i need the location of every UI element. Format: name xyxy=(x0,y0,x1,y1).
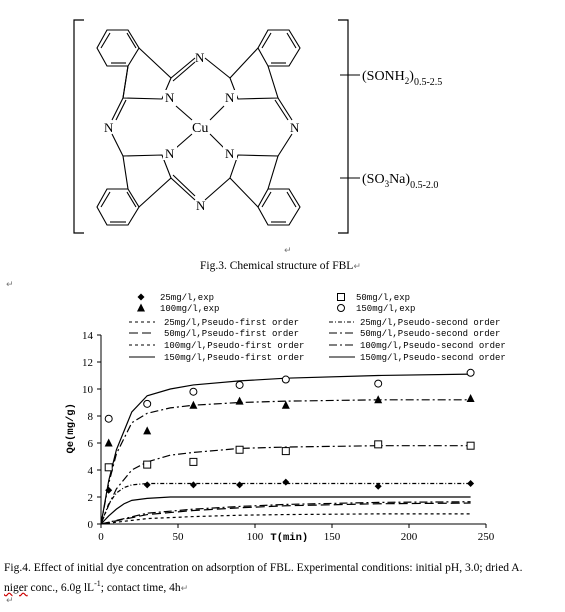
atom-n-br: N xyxy=(225,146,235,161)
data-point xyxy=(236,481,243,488)
fig4-chart xyxy=(0,290,565,558)
data-point xyxy=(190,481,197,488)
data-point xyxy=(105,439,113,447)
fig3-caption: Fig.3. Chemical structure of FBL↵ xyxy=(200,260,361,272)
chart-legend xyxy=(129,293,506,363)
legend-marker xyxy=(338,305,345,312)
legend-label: 50mg/l,Pseudo-second order xyxy=(360,329,501,339)
fig3-chemical-structure xyxy=(0,0,565,290)
fit-line xyxy=(101,514,471,524)
fit-line xyxy=(101,497,471,524)
x-tick-label: 200 xyxy=(400,531,418,543)
legend-label: 150mg/l,exp xyxy=(356,304,416,314)
y-tick-label: 14 xyxy=(82,330,93,342)
legend-marker xyxy=(338,294,345,301)
data-point xyxy=(282,448,289,455)
atom-cu: Cu xyxy=(192,121,209,136)
y-tick-label: 4 xyxy=(87,465,93,477)
paragraph-mark: ↵ xyxy=(6,596,14,606)
y-tick-label: 0 xyxy=(87,519,93,531)
data-point xyxy=(375,441,382,448)
data-points xyxy=(105,369,475,493)
y-tick-label: 2 xyxy=(87,492,93,504)
substituent-sulfonate: $(SO_3Na)_{0.5-2.0}$ xyxy=(362,172,439,191)
data-point xyxy=(282,479,289,486)
data-point xyxy=(467,394,475,402)
right-bracket xyxy=(338,20,348,233)
data-point xyxy=(282,401,290,409)
legend-label: 150mg/l,Pseudo-second order xyxy=(360,353,506,363)
paragraph-mark: ↵ xyxy=(6,280,14,290)
legend-label: 25mg/l,Pseudo-first order xyxy=(164,318,300,328)
data-point xyxy=(144,481,151,488)
data-point xyxy=(467,442,474,449)
left-bracket xyxy=(74,20,84,233)
data-point xyxy=(236,397,244,405)
data-point xyxy=(143,426,151,434)
atom-n-top: N xyxy=(195,50,205,65)
atom-n-tr: N xyxy=(225,90,235,105)
data-point xyxy=(375,380,382,387)
data-point xyxy=(375,483,382,490)
legend-label: 50mg/l,exp xyxy=(356,293,411,303)
data-point xyxy=(236,381,243,388)
x-tick-label: 250 xyxy=(477,531,495,543)
legend-label: 150mg/l,Pseudo-first order xyxy=(164,353,305,363)
data-point xyxy=(282,376,289,383)
x-axis-label: T(min) xyxy=(270,532,309,544)
data-point xyxy=(144,461,151,468)
x-tick-label: 0 xyxy=(98,531,104,543)
data-point xyxy=(190,458,197,465)
fig4-caption: Fig.4. Effect of initial dye concentration on adsorption of FBL. Experimental conditions: initial pH, 3.0; dried A. niger conc., 6.0g $lL^{-1}$; contact time, 4h↵ xyxy=(4,562,523,594)
atom-n-right: N xyxy=(290,120,300,135)
fit-line xyxy=(101,502,471,524)
atom-n-bottom: N xyxy=(196,198,206,213)
legend-label: 50mg/l,Pseudo-first order xyxy=(164,329,300,339)
y-tick-label: 10 xyxy=(82,384,93,396)
x-tick-label: 150 xyxy=(323,531,341,543)
y-tick-label: 8 xyxy=(87,411,93,423)
legend-label: 100mg/l,exp xyxy=(160,304,220,314)
data-point xyxy=(236,446,243,453)
legend-label: 100mg/l,Pseudo-first order xyxy=(164,341,305,351)
legend-label: 25mg/l,exp xyxy=(160,293,215,303)
legend-label: 25mg/l,Pseudo-second order xyxy=(360,318,501,328)
atom-n-left: N xyxy=(104,120,114,135)
data-point xyxy=(105,415,112,422)
atom-n-tl: N xyxy=(165,90,175,105)
substituent-sulfonamide: $(SONH_2)_{0.5-2.5}$ xyxy=(362,69,443,88)
data-point xyxy=(467,369,474,376)
y-tick-label: 12 xyxy=(82,357,93,369)
x-tick-label: 100 xyxy=(246,531,264,543)
legend-marker xyxy=(137,304,145,312)
data-point xyxy=(189,401,197,409)
y-tick-label: 6 xyxy=(87,438,93,450)
data-point xyxy=(105,464,112,471)
legend-label: 100mg/l,Pseudo-second order xyxy=(360,341,506,351)
data-point xyxy=(190,388,197,395)
y-axis-label: Qe(mg/g) xyxy=(65,403,77,454)
legend-marker xyxy=(138,294,145,301)
paragraph-mark: ↵ xyxy=(284,246,292,256)
atom-n-bl: N xyxy=(165,146,175,161)
data-point xyxy=(144,400,151,407)
data-point xyxy=(467,480,474,487)
x-tick-label: 50 xyxy=(172,531,184,543)
